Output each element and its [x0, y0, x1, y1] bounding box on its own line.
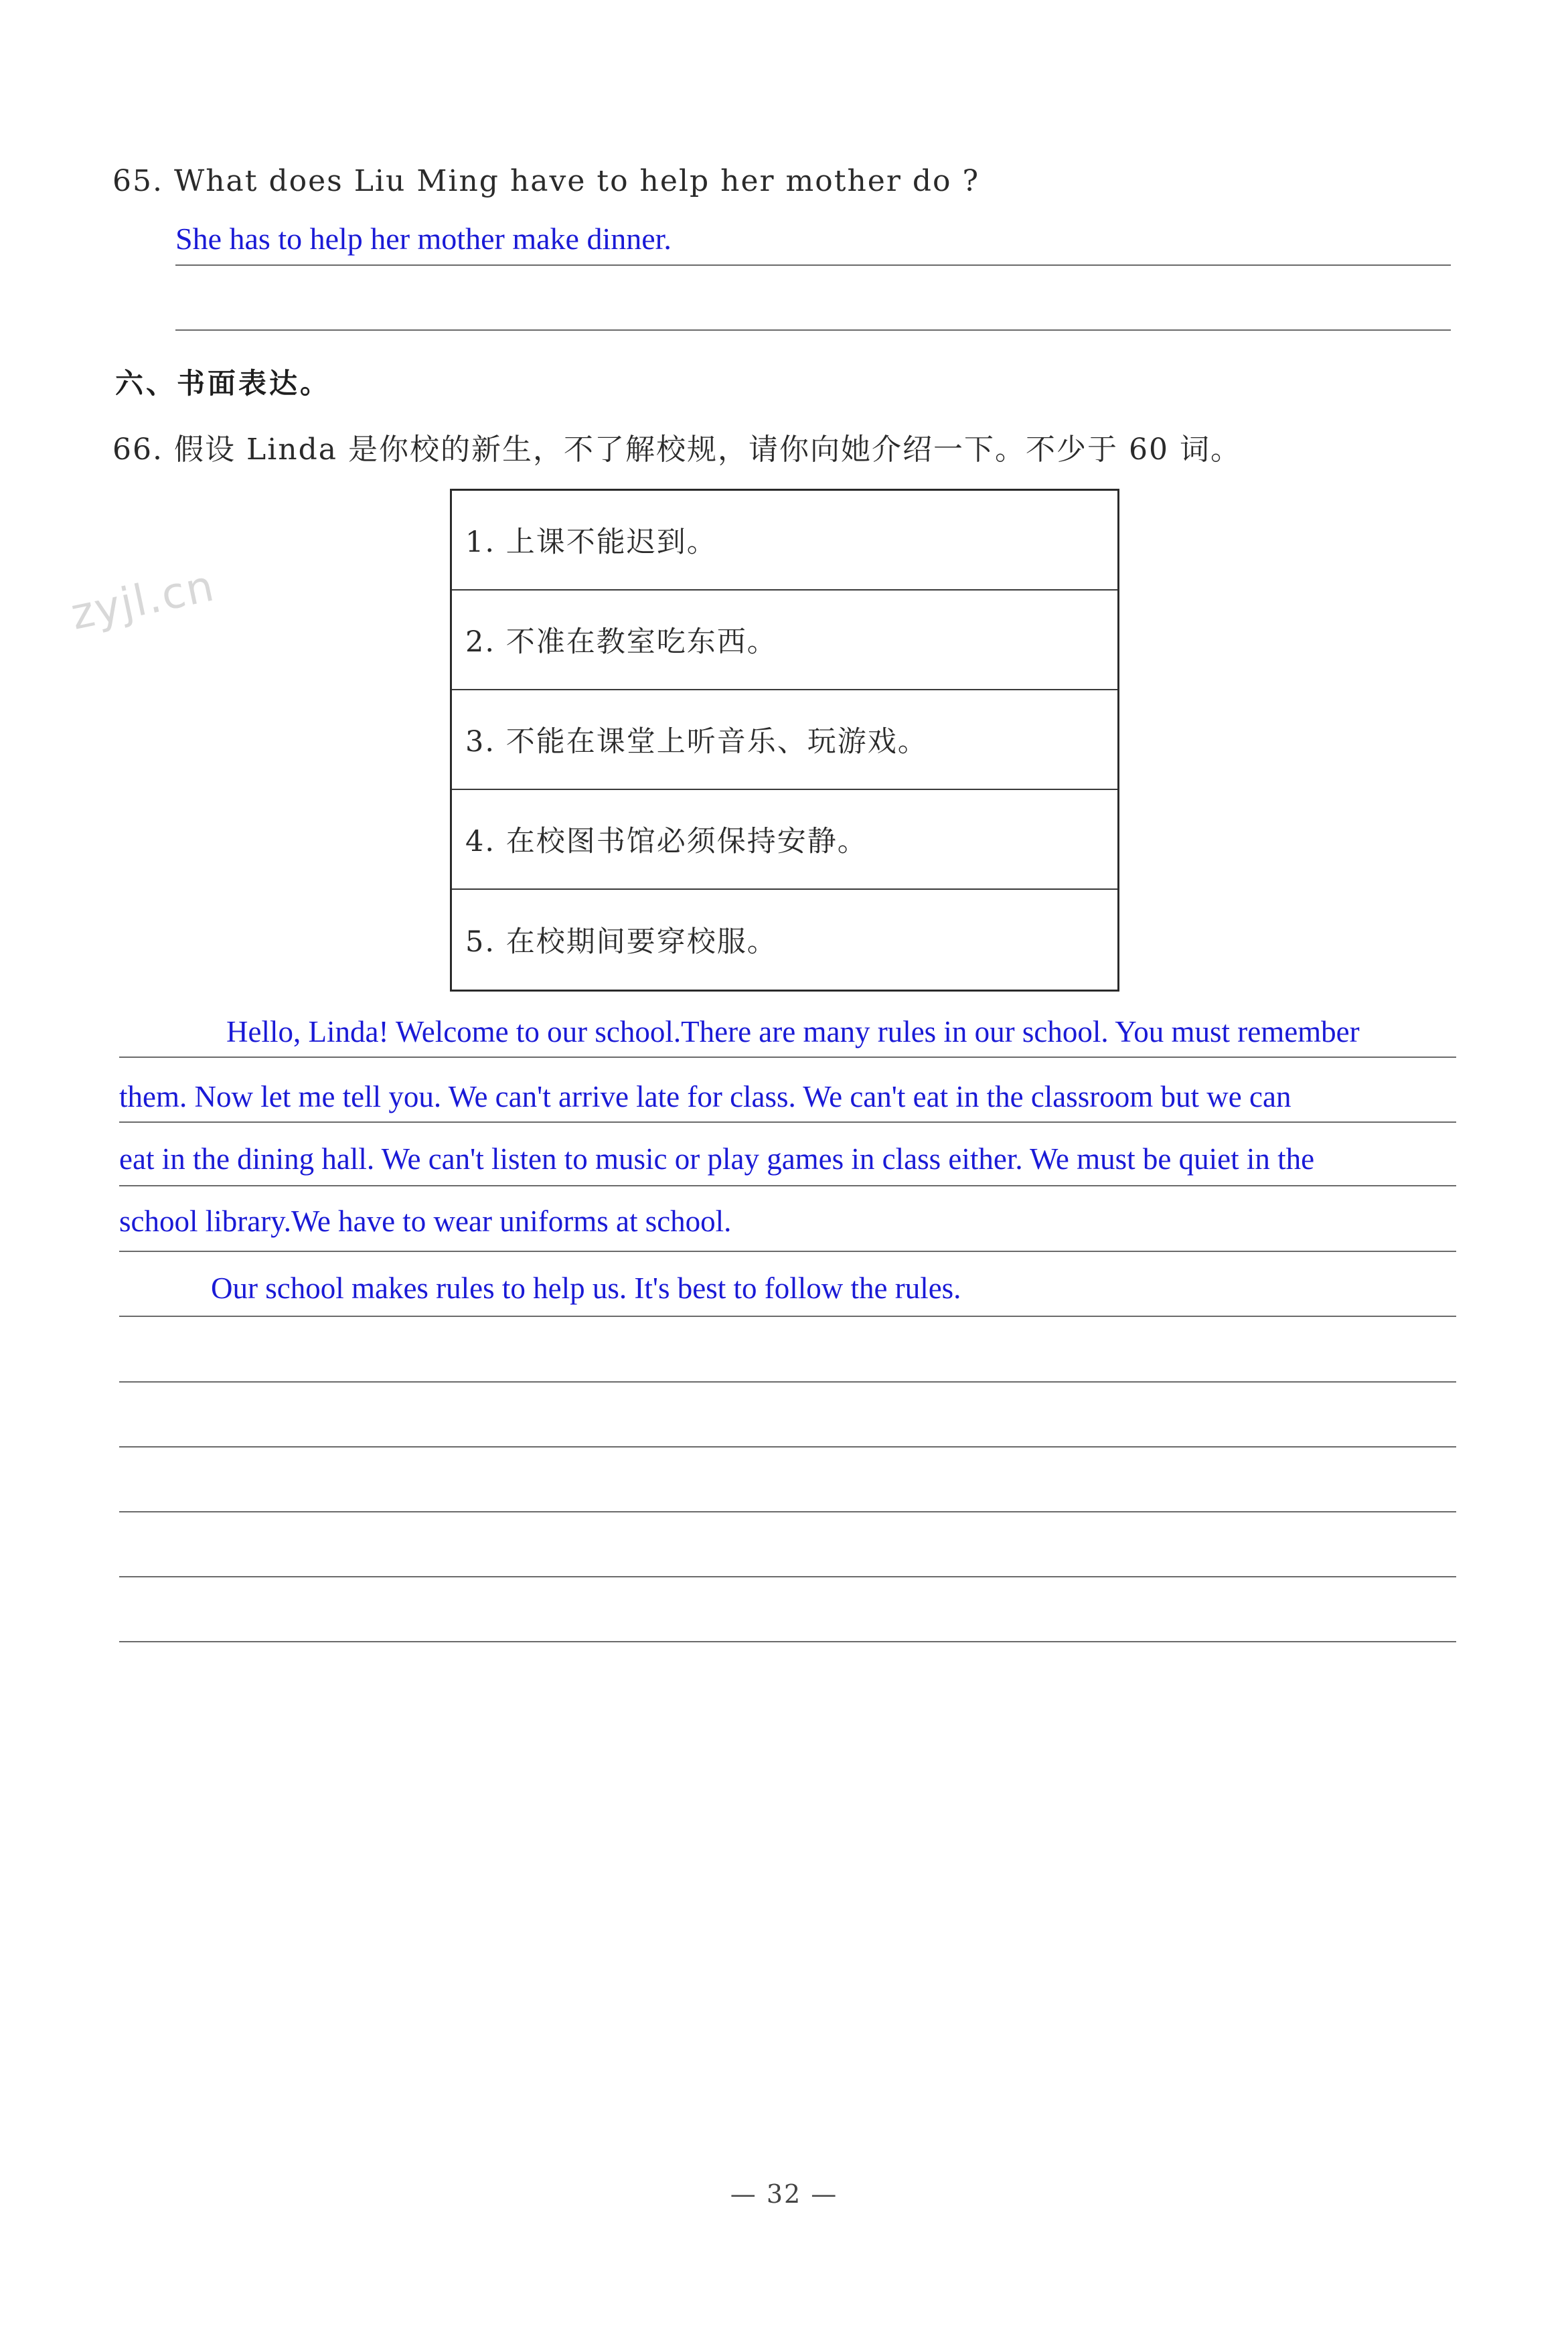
section-six-heading: 六、书面表达。: [115, 367, 331, 400]
essay-line-4: school library.We have to wear uniforms at school.: [119, 1204, 732, 1238]
writing-line: [119, 1185, 1456, 1186]
answer-line-1: [175, 264, 1451, 266]
writing-line: [119, 1251, 1456, 1252]
essay-line-1: Hello, Linda! Welcome to our school.There are many rules in our school. You must remember: [226, 1015, 1360, 1048]
rule-row: 4. 在校图书馆必须保持安静。: [452, 790, 1117, 890]
writing-line: [119, 1576, 1456, 1577]
writing-line: [119, 1641, 1456, 1642]
question-65-answer: She has to help her mother make dinner.: [175, 222, 672, 256]
question-66-prompt: 假设 Linda 是你校的新生，不了解校规，请你向她介绍一下。不少于 60 词。: [173, 433, 1241, 467]
writing-line: [119, 1446, 1456, 1448]
answer-line-2: [175, 329, 1451, 331]
writing-line: [119, 1121, 1456, 1123]
essay-line-5: Our school makes rules to help us. It's best to follow the rules.: [211, 1271, 961, 1305]
question-65: [112, 164, 979, 198]
rule-row: 3. 不能在课堂上听音乐、玩游戏。: [452, 690, 1117, 790]
question-65-number: 65.: [112, 164, 163, 198]
rule-row: 5. 在校期间要穿校服。: [465, 925, 777, 959]
page-number: — 32 —: [730, 2179, 838, 2209]
essay-line-2: them. Now let me tell you. We can't arrive late for class. We can't eat in the classroom but we can: [119, 1080, 1291, 1113]
writing-line: [119, 1057, 1456, 1058]
question-65-text: What does Liu Ming have to help her mother do ?: [173, 164, 980, 198]
rules-table: [450, 489, 1119, 992]
essay-line-3: eat in the dining hall. We can't listen to music or play games in class either. We must be quiet in the: [119, 1142, 1315, 1176]
rule-row: 1. 上课不能迟到。: [452, 491, 1117, 591]
writing-line: [119, 1511, 1456, 1512]
writing-line: [119, 1381, 1456, 1383]
watermark-logo: zyjl.cn: [66, 561, 220, 640]
question-66-number: 66.: [112, 433, 163, 467]
question-66: [112, 425, 1241, 468]
writing-line: [119, 1316, 1456, 1317]
rule-row: 2. 不准在教室吃东西。: [452, 591, 1117, 690]
